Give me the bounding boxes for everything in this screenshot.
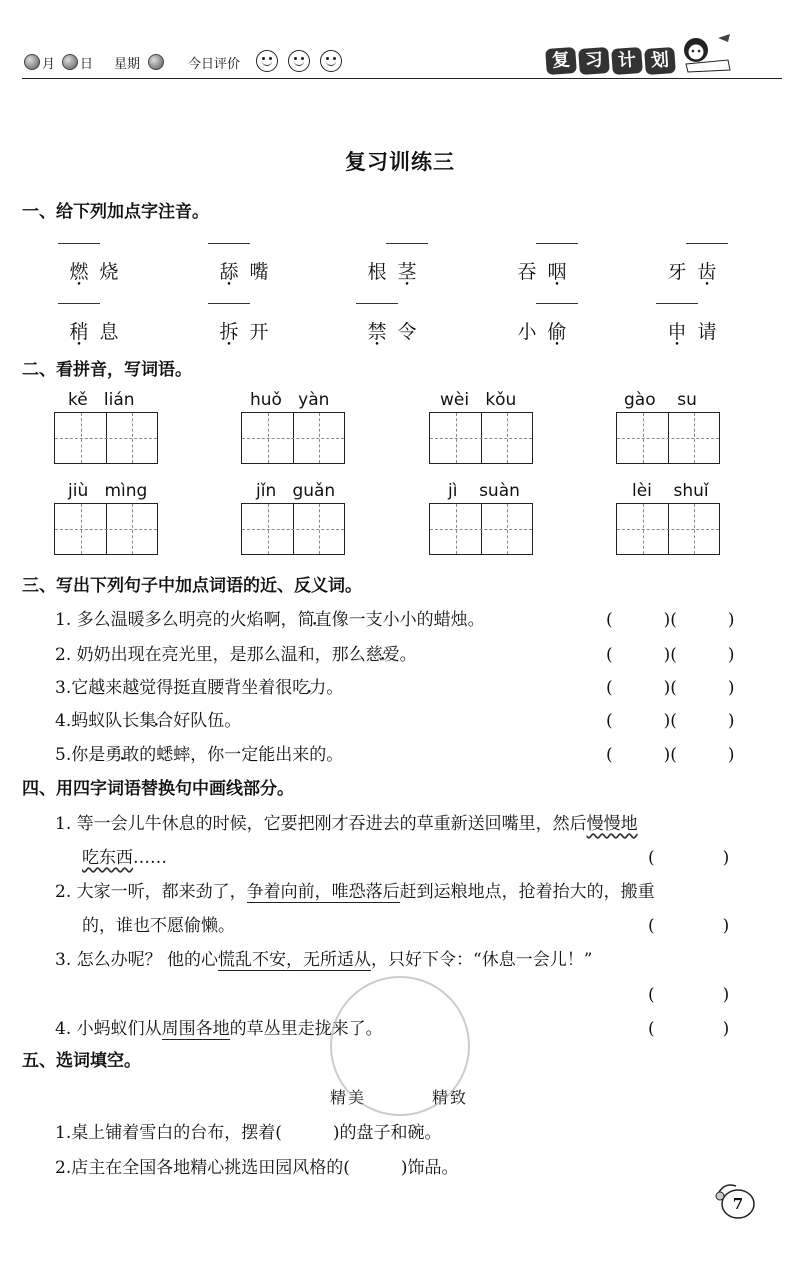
char: 根 xyxy=(367,261,387,283)
pinyin-syllable: guǎn xyxy=(292,481,336,501)
sentence-text: 4. 小蚂蚁们从 xyxy=(55,1019,162,1039)
dotted-char: 齿 xyxy=(697,261,717,283)
pinyin-syllable: shuǐ xyxy=(673,481,709,501)
char: 吞 xyxy=(517,261,537,283)
reading-girl-icon xyxy=(678,34,738,76)
underlined-phrase: 吃东西 xyxy=(82,848,133,868)
char: 开 xyxy=(249,321,269,343)
pinyin-label xyxy=(448,481,520,501)
smiley-icon xyxy=(288,50,310,72)
pinyin-syllable: mìng xyxy=(104,481,148,501)
answer-blank[interactable]: ( )( ) xyxy=(606,610,735,630)
pinyin-syllable: lián xyxy=(103,390,135,410)
pinyin-syllable: wèi xyxy=(440,390,470,410)
header-rule xyxy=(22,78,782,79)
plan-char: 习 xyxy=(578,47,610,75)
dotted-word: 简直 xyxy=(297,610,332,630)
dotted-char: 申 xyxy=(667,321,687,343)
pinyin-label xyxy=(68,390,135,410)
answer-blank[interactable]: ( )( ) xyxy=(606,645,735,665)
sentence-text: 3.它越来越觉得挺直腰背坐着很 xyxy=(55,678,293,698)
char-pair xyxy=(362,257,422,284)
sentence-text: ，只好下令：“休息一会儿！” xyxy=(371,950,593,970)
underlined-phrase: 慌乱不安，无所适从 xyxy=(218,950,372,970)
pinyin-label xyxy=(256,481,335,501)
section-1-heading: 一、给下列加点字注音。 xyxy=(22,202,209,222)
writing-grid[interactable] xyxy=(429,503,533,555)
sentence-text: 2. 大家一听，都来劲了， xyxy=(55,882,247,902)
review-plan-logo xyxy=(546,44,706,76)
dotted-char: 拆 xyxy=(219,321,239,343)
weekday-label: 星期 xyxy=(114,57,141,72)
char-pair xyxy=(662,317,722,344)
sentence xyxy=(55,640,417,665)
sentence xyxy=(55,605,485,630)
char-pair xyxy=(64,317,124,344)
char-pair xyxy=(214,257,274,284)
dotted-word: 慈爱 xyxy=(365,645,400,665)
pinyin-syllable: lèi xyxy=(632,481,652,501)
dotted-word: 勇敢 xyxy=(105,745,140,765)
plan-char: 计 xyxy=(611,47,643,75)
sentence-text: 。 xyxy=(326,678,344,698)
underlined-phrase: 周围各地 xyxy=(161,1019,230,1039)
dotted-char: 茎 xyxy=(397,261,417,283)
char: 令 xyxy=(397,321,417,343)
section-2-heading: 二、看拼音，写词语。 xyxy=(22,360,192,380)
sentence-text: 5.你是 xyxy=(55,745,106,765)
pinyin-syllable: kǒu xyxy=(485,390,517,410)
sentence xyxy=(55,673,343,698)
answer-blank[interactable]: ( ) xyxy=(648,916,730,936)
sentence-text: 的草丛里走拢来了。 xyxy=(229,1019,383,1039)
day-circle xyxy=(62,54,78,70)
dotted-char: 偷 xyxy=(547,321,567,343)
dotted-char: 禁 xyxy=(367,321,387,343)
weekday-circle xyxy=(148,54,164,70)
sentence-text: 3. 怎么办呢？ 他的心 xyxy=(55,950,219,970)
plan-char: 划 xyxy=(644,47,676,75)
writing-grid[interactable] xyxy=(616,503,720,555)
char: 烧 xyxy=(99,261,119,283)
sentence-text: 1. 等一会儿牛休息的时候，它要把刚才吞进去的草重新送回嘴里，然后 xyxy=(55,814,587,834)
char-pair xyxy=(512,317,572,344)
dotted-char: 舔 xyxy=(219,261,239,283)
page-number: 7 xyxy=(732,1195,744,1213)
sentence-text: 像一支小小的蜡烛。 xyxy=(331,610,485,630)
pinyin-syllable: gào xyxy=(624,390,656,410)
pinyin-syllable: jǐn xyxy=(256,481,277,501)
answer-blank[interactable]: ( )( ) xyxy=(606,711,735,731)
sentence-text: …… xyxy=(133,848,167,868)
sentence-text: 4.蚂蚁队长 xyxy=(55,711,140,731)
page-title: 复习训练三 xyxy=(345,149,455,174)
sentence-text: 的蟋蟀，你一定能出来的。 xyxy=(139,745,344,765)
dotted-char: 稍 xyxy=(69,321,89,343)
answer-blank[interactable]: ( ) xyxy=(648,985,730,1005)
dotted-word: 集合 xyxy=(139,711,174,731)
underlined-phrase: 争着向前，唯恐落后 xyxy=(246,882,400,902)
section-3-heading: 三、写出下列句子中加点词语的近、反义词。 xyxy=(22,576,362,596)
word-choice: 精美 xyxy=(330,1088,367,1107)
sentence-text: 赶到运粮地点，抢着抬大的，搬重 xyxy=(399,882,655,902)
sentence-text: 1. 多么温暖多么明亮的火焰啊， xyxy=(55,610,298,630)
plan-char: 复 xyxy=(545,47,577,75)
writing-grid[interactable] xyxy=(616,412,720,464)
section-5-heading: 五、选词填空。 xyxy=(22,1051,141,1071)
writing-grid[interactable] xyxy=(241,412,345,464)
review-label: 今日评价 xyxy=(188,57,241,72)
writing-grid[interactable] xyxy=(429,412,533,464)
pinyin-syllable: jiù xyxy=(68,481,89,501)
char-pair xyxy=(64,257,124,284)
page-header xyxy=(22,48,782,82)
sentence-text: 。 xyxy=(399,645,417,665)
fill-sentence: 2.店主在全国各地精心挑选田园风格的( )饰品。 xyxy=(55,1158,459,1178)
month-label: 月 xyxy=(42,57,56,72)
pinyin-label xyxy=(250,390,329,410)
dotted-word: 吃力 xyxy=(292,678,327,698)
writing-grid[interactable] xyxy=(54,412,158,464)
sentence xyxy=(55,809,638,834)
char-pair xyxy=(512,257,572,284)
smiley-icon xyxy=(256,50,278,72)
day-label: 日 xyxy=(80,57,94,72)
char: 嘴 xyxy=(249,261,269,283)
pinyin-label xyxy=(632,481,709,501)
pinyin-label xyxy=(624,390,697,410)
underlined-phrase: 慢慢地 xyxy=(586,814,638,834)
sentence xyxy=(55,945,592,970)
pinyin-syllable: jì xyxy=(448,481,458,501)
writing-grid[interactable] xyxy=(241,503,345,555)
page-number-badge xyxy=(712,1180,760,1220)
sentence xyxy=(55,740,343,765)
sentence xyxy=(55,877,655,902)
word-choice: 精致 xyxy=(432,1088,469,1107)
char: 息 xyxy=(99,321,119,343)
sentence-text: 2. 奶奶出现在亮光里，是那么温和，那么 xyxy=(55,645,366,665)
watermark-seal xyxy=(330,976,470,1116)
sentence: 的，谁也不愿偷懒。 xyxy=(82,916,235,936)
answer-blank[interactable]: ( ) xyxy=(648,848,730,868)
char: 牙 xyxy=(667,261,687,283)
section-4-heading: 四、用四字词语替换句中画线部分。 xyxy=(22,779,294,799)
char-pair xyxy=(214,317,274,344)
pinyin-syllable: suàn xyxy=(479,481,520,501)
fill-sentence: 1.桌上铺着雪白的台布，摆着( )的盘子和碗。 xyxy=(55,1123,442,1143)
answer-blank[interactable]: ( ) xyxy=(648,1019,730,1039)
answer-blank[interactable]: ( )( ) xyxy=(606,678,735,698)
pinyin-syllable: kě xyxy=(68,390,88,410)
pinyin-syllable: yàn xyxy=(298,390,330,410)
pinyin-syllable: huǒ xyxy=(250,390,282,410)
char-pair xyxy=(662,257,722,284)
char-pair xyxy=(362,317,422,344)
pinyin-syllable: su xyxy=(677,390,697,410)
sentence-text: 好队伍。 xyxy=(173,711,242,731)
dotted-char: 燃 xyxy=(69,261,89,283)
smiley-icon xyxy=(320,50,342,72)
answer-blank[interactable]: ( )( ) xyxy=(606,745,735,765)
sentence xyxy=(82,843,167,868)
pinyin-label xyxy=(440,390,516,410)
pinyin-label xyxy=(68,481,147,501)
char: 请 xyxy=(697,321,717,343)
char: 小 xyxy=(517,321,537,343)
month-circle xyxy=(24,54,40,70)
sentence xyxy=(55,706,241,731)
writing-grid[interactable] xyxy=(54,503,158,555)
dotted-char: 咽 xyxy=(547,261,567,283)
